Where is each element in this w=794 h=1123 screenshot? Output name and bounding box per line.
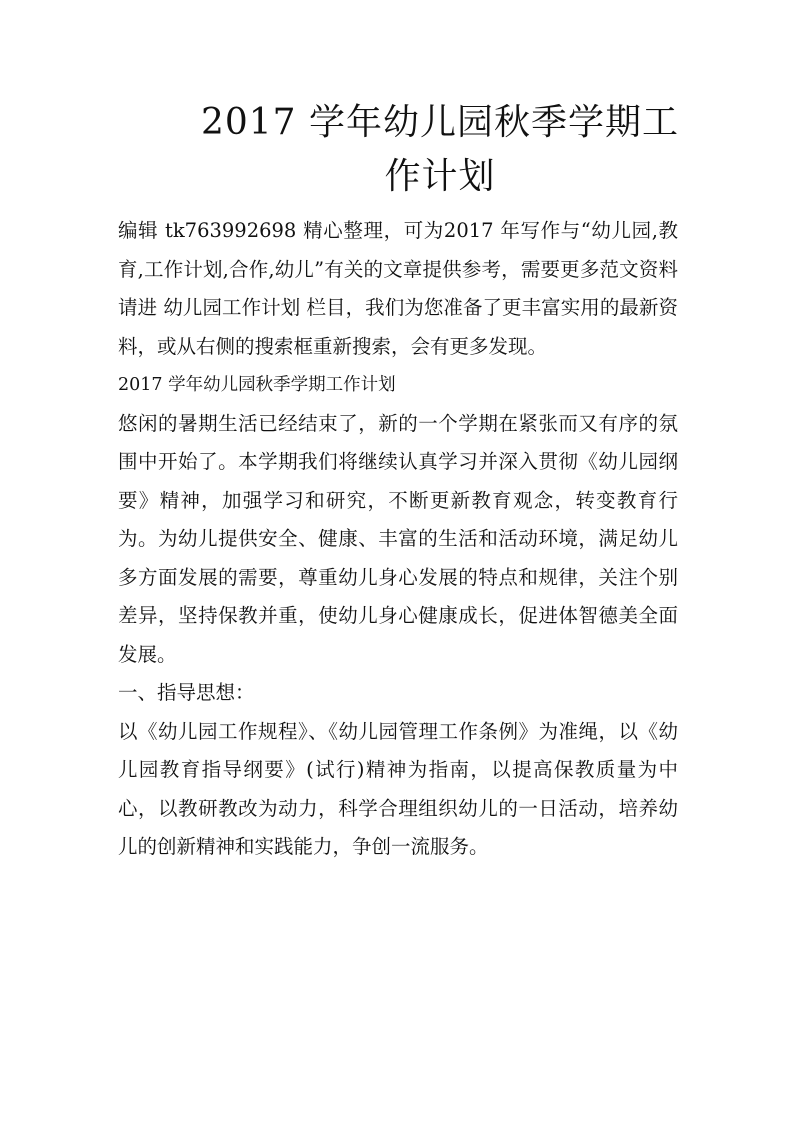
title-line-2: 作计划 (384, 156, 496, 197)
guiding-ideology-paragraph: 以《幼儿园工作规程》、《幼儿园管理工作条例》为准绳，以《幼儿园教育指导纲要》(试行)精神为指南，以提高保教质量为中心，以教研教改为动力，科学合理组织幼儿的一日活动，培养幼儿的创新精神和实践能力，争创一流服务。 (118, 719, 678, 858)
section-subtitle: 2017 学年幼儿园秋季学期工作计划 (118, 375, 396, 395)
intro-paragraph: 编辑 tk763992698 精心整理，可为2017 年写作与“幼儿园,教育,工作计划,合作,幼儿”有关的文章提供参考，需要更多范文资料请进 幼儿园工作计划 栏目，我们为您准备了更丰富实用的最新资料，或从右侧的搜索框重新搜索，会有更多发现。 (118, 219, 678, 358)
document-title (180, 96, 700, 204)
opening-paragraph: 悠闲的暑期生活已经结束了，新的一个学期在紧张而又有序的氛围中开始了。本学期我们将继续认真学习并深入贯彻《幼儿园纲要》精神，加强学习和研究，不断更新教育观念，转变教育行为。为幼儿提供安全、健康、丰富的生活和活动环境，满足幼儿多方面发展的需要，尊重幼儿身心发展的特点和规律，关注个别差异，坚持保教并重，使幼儿身心健康成长，促进体智德美全面发展。 (118, 411, 678, 666)
section-heading-guiding-ideology: 一、指导思想： (118, 681, 255, 704)
document-body (118, 212, 678, 867)
title-line-1: 2017 学年幼儿园秋季学期工 (200, 102, 680, 143)
